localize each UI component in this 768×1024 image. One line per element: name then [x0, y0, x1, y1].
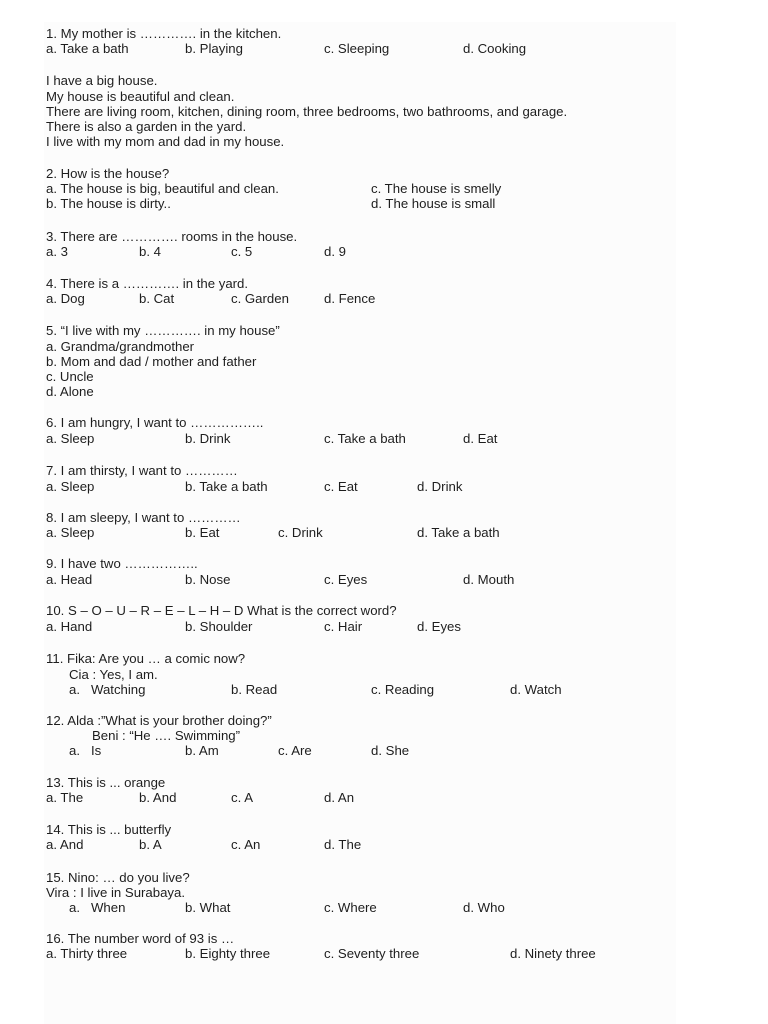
question-text: 12. Alda :”What is your brother doing?”	[46, 713, 272, 728]
dialog-reply: Beni : “He …. Swimming”	[92, 728, 241, 743]
option-d: d. Fence	[324, 291, 376, 306]
option-c: c. Seventy three	[324, 946, 420, 961]
reading-line: I have a big house.	[46, 73, 158, 88]
dialog-reply: Cia : Yes, I am.	[69, 667, 158, 682]
option-c: c. Reading	[371, 682, 435, 697]
option-b: b. Drink	[185, 431, 231, 446]
option-c: c. Take a bath	[324, 431, 406, 446]
option-a: a. Take a bath	[46, 41, 129, 56]
option-a: a. Sleep	[46, 479, 95, 494]
option-a: a. Sleep	[46, 525, 95, 540]
question-text: 4. There is a …………. in the yard.	[46, 276, 249, 291]
question-text: 1. My mother is …………. in the kitchen.	[46, 26, 282, 41]
option-d: d. Mouth	[463, 572, 515, 587]
option-b: b. Eighty three	[185, 946, 271, 961]
reading-line: My house is beautiful and clean.	[46, 89, 235, 104]
option-a: a. Head	[46, 572, 93, 587]
option-d: d. Drink	[417, 479, 463, 494]
reading-line: I live with my mom and dad in my house.	[46, 134, 285, 149]
option-b: b. Eat	[185, 525, 220, 540]
option-c: c. Sleeping	[324, 41, 390, 56]
option-c: c. The house is smelly	[371, 181, 502, 196]
option-c: c. Where	[324, 900, 377, 915]
option-c: c. 5	[231, 244, 253, 259]
option-d: d. Cooking	[463, 41, 527, 56]
dialog-reply: Vira : I live in Surabaya.	[46, 885, 186, 900]
option-a: a. And	[46, 837, 84, 852]
option-d: d. Watch	[510, 682, 562, 697]
option-d: d. The house is small	[371, 196, 496, 211]
option-a: a. Dog	[46, 291, 85, 306]
question-text: 7. I am thirsty, I want to …………	[46, 463, 238, 478]
question-text: 16. The number word of 93 is …	[46, 931, 235, 946]
question-text: 11. Fika: Are you … a comic now?	[46, 651, 246, 666]
option-a: a. The	[46, 790, 84, 805]
option-d: d. An	[324, 790, 355, 805]
question-text: 15. Nino: … do you live?	[46, 870, 190, 885]
option-a: a. Hand	[46, 619, 93, 634]
question-text: 8. I am sleepy, I want to …………	[46, 510, 241, 525]
option-c: c. A	[231, 790, 253, 805]
reading-line: There is also a garden in the yard.	[46, 119, 247, 134]
reading-line: There are living room, kitchen, dining room, three bedrooms, two bathrooms, and garage.	[46, 104, 568, 119]
question-text: 9. I have two ……………..	[46, 556, 198, 571]
option-a: a. Thirty three	[46, 946, 128, 961]
option-c: c. Garden	[231, 291, 289, 306]
option-c: c. Drink	[278, 525, 323, 540]
question-text: 5. “I live with my …………. in my house”	[46, 323, 280, 338]
question-text: 14. This is ... butterfly	[46, 822, 172, 837]
option-d: d. Eat	[463, 431, 498, 446]
option-a: a. Sleep	[46, 431, 95, 446]
question-text: 6. I am hungry, I want to ……………..	[46, 415, 264, 430]
option-d: d. Eyes	[417, 619, 461, 634]
option-d: d. Who	[463, 900, 505, 915]
option-c: c. Uncle	[46, 369, 94, 384]
option-c: c. Are	[278, 743, 312, 758]
option-b: b. Cat	[139, 291, 175, 306]
option-a: a. Watching	[69, 682, 146, 697]
option-d: d. Alone	[46, 384, 94, 399]
option-c: c. Eat	[324, 479, 358, 494]
option-c: c. Eyes	[324, 572, 368, 587]
option-d: d. Take a bath	[417, 525, 500, 540]
option-c: c. Hair	[324, 619, 363, 634]
option-b: b. Read	[231, 682, 278, 697]
option-a: a. Grandma/grandmother	[46, 339, 195, 354]
question-text: 13. This is ... orange	[46, 775, 166, 790]
option-a: a. The house is big, beautiful and clean.	[46, 181, 279, 196]
option-a: a. 3	[46, 244, 68, 259]
option-a: a. Is	[69, 743, 102, 758]
option-d: d. The	[324, 837, 362, 852]
option-b: b. Am	[185, 743, 219, 758]
question-text: 10. S – O – U – R – E – L – H – D What is the correct word?	[46, 603, 397, 618]
option-b: b. Take a bath	[185, 479, 268, 494]
question-text: 3. There are …………. rooms in the house.	[46, 229, 298, 244]
option-b: b. What	[185, 900, 231, 915]
option-d: d. 9	[324, 244, 346, 259]
option-d: d. Ninety three	[510, 946, 596, 961]
option-b: b. Nose	[185, 572, 231, 587]
question-text: 2. How is the house?	[46, 166, 170, 181]
option-b: b. Playing	[185, 41, 243, 56]
option-c: c. An	[231, 837, 261, 852]
option-b: b. The house is dirty..	[46, 196, 171, 211]
option-b: b. A	[139, 837, 162, 852]
option-b: b. And	[139, 790, 177, 805]
option-b: b. Mom and dad / mother and father	[46, 354, 257, 369]
option-a: a. When	[69, 900, 126, 915]
option-b: b. Shoulder	[185, 619, 253, 634]
option-b: b. 4	[139, 244, 161, 259]
option-d: d. She	[371, 743, 410, 758]
